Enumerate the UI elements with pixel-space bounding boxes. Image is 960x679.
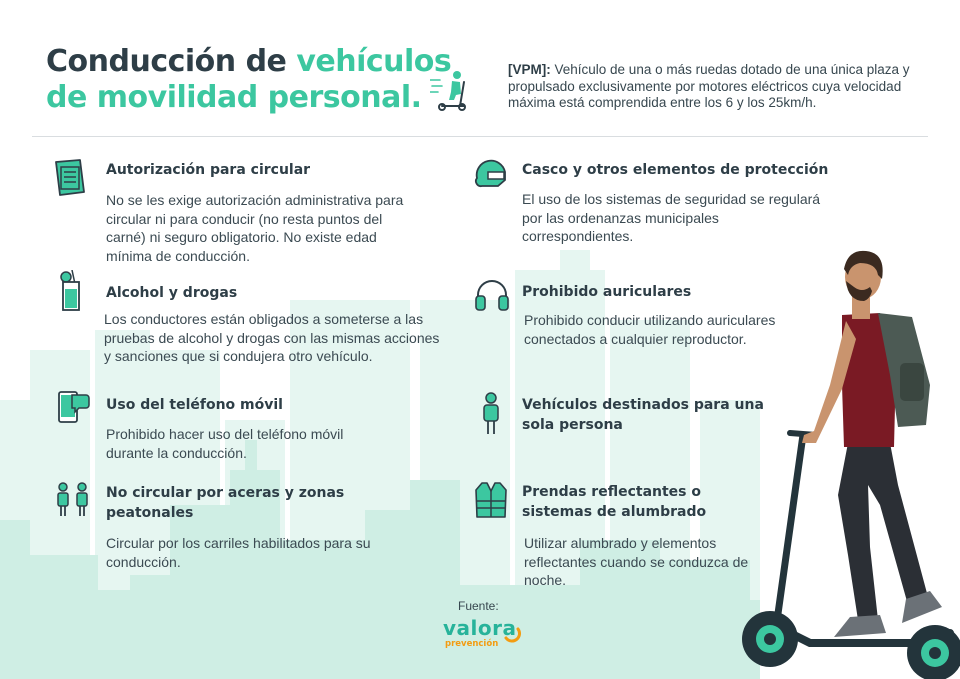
section-text: Prohibido conducir utilizando auriculares conectados a cualquier reproductor. <box>524 312 776 347</box>
section-title: Prendas reflectantes o sistemas de alumbrado <box>522 484 707 520</box>
logo-main: valora <box>443 616 517 640</box>
section-text: El uso de los sistemas de seguridad se regulará por las ordenanzas municipales correspondientes. <box>522 191 821 244</box>
section-text: Circular por los carriles habilitados para su conducción. <box>106 535 371 570</box>
logo-sub: prevención <box>445 639 499 649</box>
section-title: Casco y otros elementos de protección <box>522 162 829 178</box>
page-title <box>46 44 451 116</box>
title-part1: Conducción de <box>46 44 297 79</box>
single-person-icon <box>480 392 502 436</box>
reflective-vest-icon <box>474 481 508 519</box>
title-line2: de movilidad personal. <box>46 80 422 115</box>
title-accent: vehículos <box>296 44 452 79</box>
mobile-phone-icon <box>58 390 90 424</box>
vpm-definition <box>508 62 928 112</box>
section-title: Vehículos destinados para una sola persona <box>522 397 764 433</box>
section-text: No se les exige autorización administrativa para circular ni para conducir (no resta puntos del carné) ni seguro obligatorio. No existe edad mínima de conducción. <box>106 192 404 264</box>
definition-text: Vehículo de una o más ruedas dotado de una única plaza y propulsado exclusivamente por motores eléctricos cuya velocidad máxima está comprendida entre los 6 y los 25km/h. <box>508 62 910 110</box>
definition-term: [VPM]: <box>508 62 551 77</box>
section-title: No circular por aceras y zonas peatonales <box>106 485 345 521</box>
section-title: Uso del teléfono móvil <box>106 397 283 413</box>
logo-swoosh-icon <box>504 624 522 644</box>
person-on-scooter-illustration <box>730 235 960 679</box>
section-title: Alcohol y drogas <box>106 285 238 301</box>
section-title: Autorización para circular <box>106 162 311 178</box>
helmet-icon <box>474 158 508 192</box>
scooter-rider-icon <box>430 70 470 112</box>
headphones-icon <box>474 278 510 312</box>
section-title: Prohibido auriculares <box>522 284 692 300</box>
document-list-icon <box>50 158 92 198</box>
drink-glass-icon <box>58 270 84 312</box>
section-text: Los conductores están obligados a someterse a las pruebas de alcohol y drogas con las mismas acciones y sanciones que si condujera otro vehículo. <box>104 311 440 364</box>
section-text: Utilizar alumbrado y elementos reflectantes cuando se conduzca de noche. <box>524 535 749 588</box>
source-label: Fuente: <box>458 599 499 613</box>
pedestrians-icon <box>55 482 91 518</box>
header-divider <box>32 136 928 137</box>
section-text: Prohibido hacer uso del teléfono móvil durante la conducción. <box>106 426 344 461</box>
